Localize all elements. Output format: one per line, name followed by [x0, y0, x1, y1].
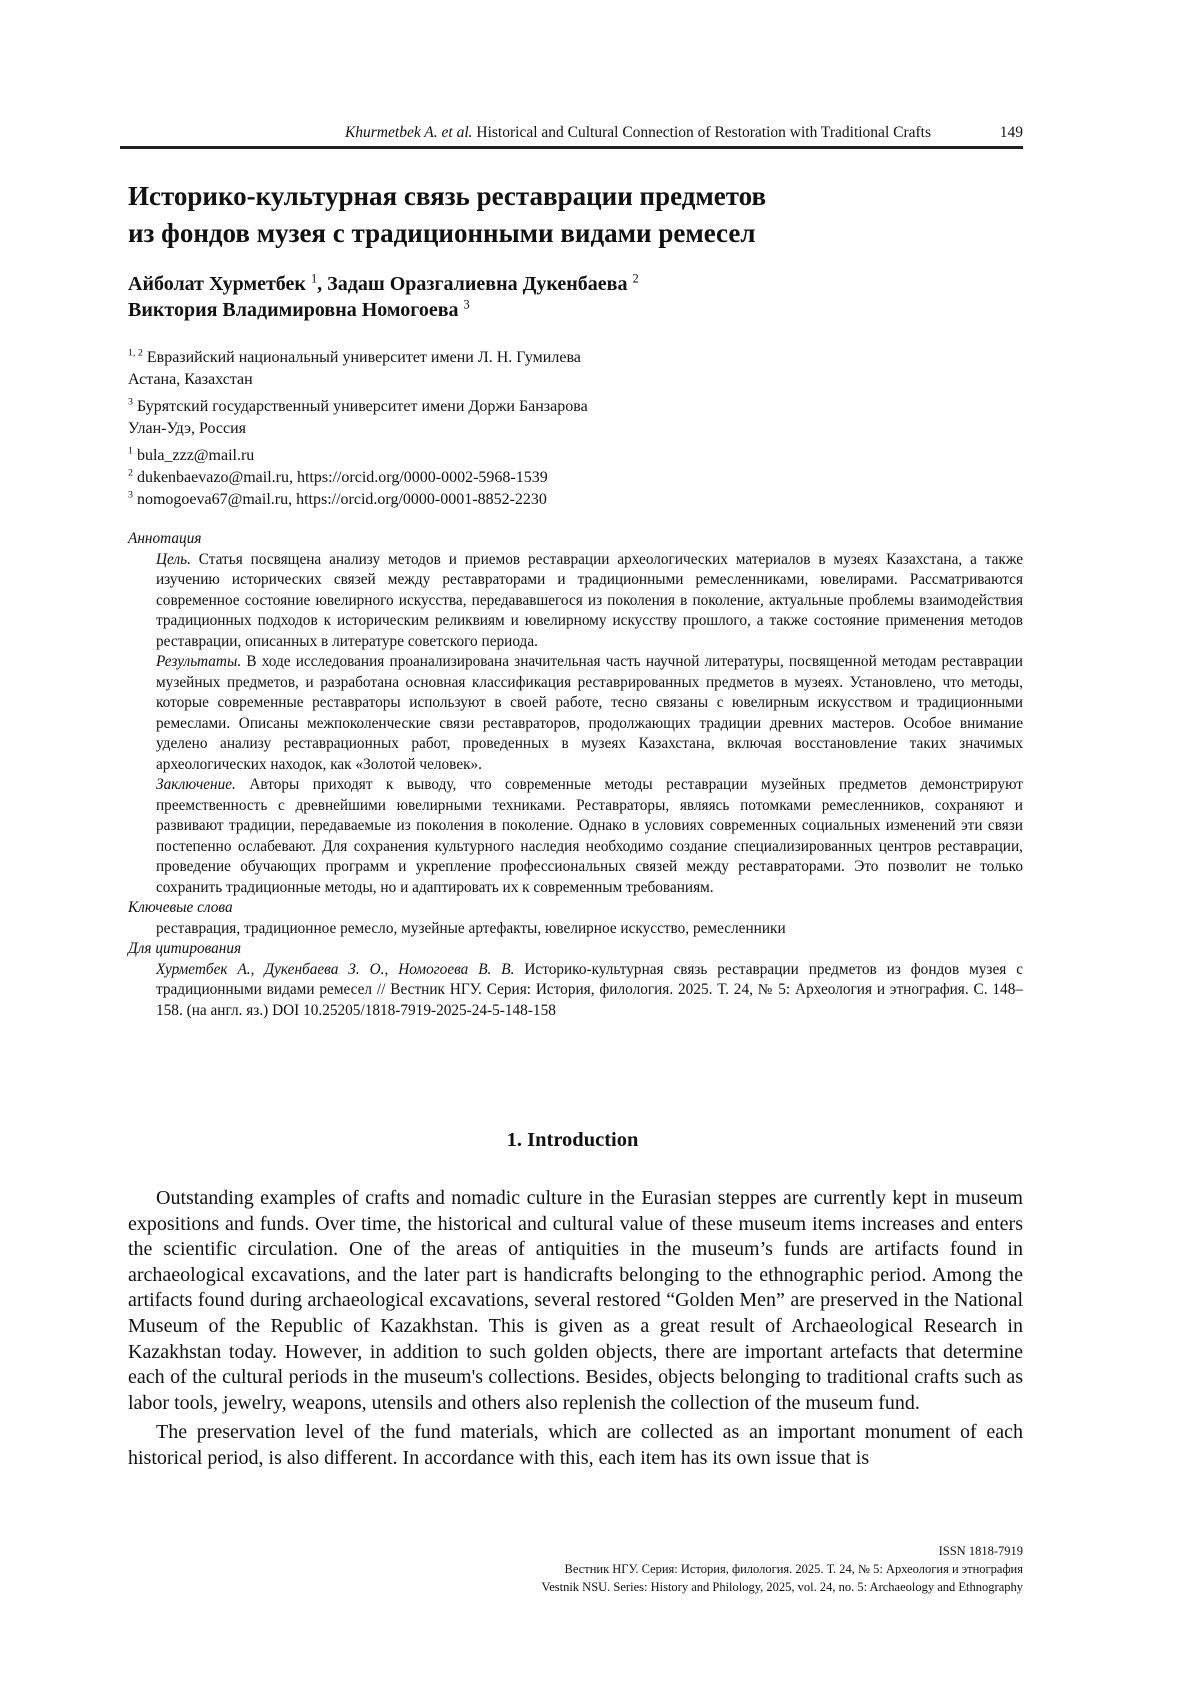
keywords-heading: Ключевые слова	[128, 899, 233, 916]
contact-1-email: bula_zzz@mail.ru	[132, 447, 255, 464]
contact-2	[128, 467, 1008, 489]
author-1-affil-mark: 1	[310, 271, 318, 286]
page-footer	[542, 1542, 1023, 1596]
running-head-title	[345, 124, 931, 142]
contact-3-mark: 3	[128, 489, 133, 501]
body-paragraph-1: Outstanding examples of crafts and nomadic culture in the Eurasian steppes are currently kept in museum expositions and funds. Over time, the historical and cultural value of these museum items increases and enters the scientific circulation. One of the areas of antiquities in the museum’s funds are artifacts found in archaeological excavations, and the later part is handicrafts belonging to the ethnographic period. Among the artifacts found during archaeological excavations, several restored “Golden Men” are preserved in the National Museum of the Republic of Kazakhstan. This is given as a great result of Archaeological Research in Kazakhstan today. However, in addition to such golden objects, there are important artefacts that determine each of the cultural periods in the museum's collections. Besides, objects belonging to traditional crafts such as labor tools, jewelry, weapons, utensils and others also replenish the collection of the museum fund.	[128, 1187, 1023, 1414]
article-title-line-2: из фондов музея с традиционными видами ремесел	[128, 218, 756, 248]
abstract-results-text: В ходе исследования проанализирована значительная часть научной литературы, посвященной методам реставрации музейных предметов, и разработана основная классификация реставрированных предметов в музеях. Установлено, что методы, которые современные реставраторы используют в своей работе, тесно связаны с ювелирным искусством и традиционными ремеслами. Описаны межпоколенческие связи реставраторов, продолжающих традиции древних мастеров. Особое внимание уделено анализу реставрационных работ, проведенных в музеях Казахстана, включая восстановление таких значимых археологических находок, как «Золотой человек».	[156, 653, 1023, 773]
body-text	[128, 1186, 1023, 1476]
author-line-2	[128, 297, 1008, 323]
abstract-conclusion-text: Авторы приходят к выводу, что современные методы реставрации музейных предметов демонстрируют преемственность с древнейшими ювелирными техниками. Реставраторы, являясь потомками ремесленников, сохраняют и развивают традиции, передаваемые из поколения в поколение. Однако в условиях современных социальных изменений эти связи постепенно ослабевают. Для сохранения культурного наследия необходимо создание специализированных центров реставрации, проведение обучающих программ и укрепление профессиональных связей между реставраторами. Это позволит не только сохранить традиционные методы, но и адаптировать их к современным требованиям.	[156, 776, 1023, 896]
author-list	[128, 271, 1008, 323]
abstract-goal	[128, 550, 1023, 653]
abstract-goal-text: Статья посвящена анализу методов и приемов реставрации археологических материалов в музеях Казахстана, а также изучению исторических связей между реставраторами и традиционными ремесленниками, ювелирами. Рассматриваются современное состояние ювелирного искусства, передававшегося из поколения в поколение, актуальные проблемы взаимодействия традиционных подходов к историческим реликвиям и ювелирному искусству прошлого, а также состояние применения методов реставрации, описанных в литературе советского периода.	[156, 550, 1023, 650]
section-heading: 1. Introduction	[506, 1129, 639, 1151]
citation-heading: Для цитирования	[128, 940, 242, 957]
author-1: Айболат Хурметбек	[128, 273, 311, 295]
author-2-affil-mark: 2	[632, 271, 639, 286]
author-3: Виктория Владимировна Номогоева	[128, 299, 464, 321]
citation-authors: Хурметбек А., Дукенбаева З. О., Номогоева В. В.	[156, 960, 515, 978]
affiliation-1-text: Евразийский национальный университет имени Л. Н. Гумилева	[142, 349, 581, 366]
contact-1-mark: 1	[128, 445, 133, 457]
affiliation-1-mark: 1, 2	[128, 347, 143, 359]
body-paragraph-2: The preservation level of the fund materials, which are collected as an important monument of each historical period, is also different. In accordance with this, each item has its own issue that is	[128, 1421, 1023, 1469]
abstract-results	[128, 652, 1023, 775]
affiliation-2-mark: 3	[128, 396, 133, 408]
abstract-heading: Аннотация	[128, 530, 202, 547]
contact-3	[128, 489, 1008, 511]
affiliation-1-name	[128, 347, 1008, 369]
abstract-results-label: Результаты.	[156, 653, 242, 670]
author-3-affil-mark: 3	[463, 297, 470, 312]
contact-2-email-orcid: dukenbaevazo@mail.ru, https://orcid.org/0000-0002-5968-1539	[132, 469, 548, 486]
abstract-conclusion	[128, 775, 1023, 898]
author-2: , Задаш Оразгалиевна Дукенбаева	[317, 273, 633, 295]
affiliation-2-text: Бурятский государственный университет имени Доржи Банзарова	[132, 398, 588, 415]
abstract	[128, 529, 1023, 1021]
keywords: реставрация, традиционное ремесло, музейные артефакты, ювелирное искусство, ремесленники	[156, 919, 786, 937]
contact-2-mark: 2	[128, 467, 133, 479]
running-head	[120, 124, 1023, 146]
affiliation-1-city: Астана, Казахстан	[128, 371, 253, 388]
contact-3-email-orcid: nomogoeva67@mail.ru, https://orcid.org/0000-0001-8852-2230	[132, 491, 547, 508]
article-title-line-1: Историко-культурная связь реставрации предметов	[128, 181, 767, 211]
footer-issn: ISSN 1818-7919	[938, 1544, 1023, 1558]
footer-journal-ru: Вестник НГУ. Серия: История, филология. 2025. Т. 24, № 5: Археология и этнография	[564, 1562, 1023, 1576]
abstract-conclusion-label: Заключение.	[156, 776, 236, 793]
contact-1	[128, 445, 1008, 467]
footer-journal-en: Vestnik NSU. Series: History and Philology, 2025, vol. 24, no. 5: Archaeology and Ethnography	[541, 1580, 1023, 1594]
article-title	[128, 178, 1008, 252]
page-number: 149	[999, 124, 1023, 141]
affiliations	[128, 347, 1008, 511]
citation	[128, 960, 1023, 1022]
running-head-article-title: Historical and Cultural Connection of Restoration with Traditional Crafts	[472, 124, 931, 141]
affiliation-2-city: Улан-Удэ, Россия	[128, 420, 247, 437]
header-rule	[120, 146, 1023, 149]
affiliation-2-name	[128, 396, 1008, 418]
running-head-authors: Khurmetbek A. et al.	[344, 124, 473, 141]
abstract-goal-label: Цель.	[156, 550, 191, 568]
author-line-1	[128, 271, 1008, 297]
citation-text: Историко-культурная связь реставрации предметов из фондов музея с традиционными видами ремесел // Вестник НГУ. Серия: История, филология. 2025. Т. 24, № 5: Археология и этнография. С. 148–158. (на англ. яз.) DOI 10.25205/1818-7919-2025-24-5-148-158	[156, 960, 1023, 1019]
